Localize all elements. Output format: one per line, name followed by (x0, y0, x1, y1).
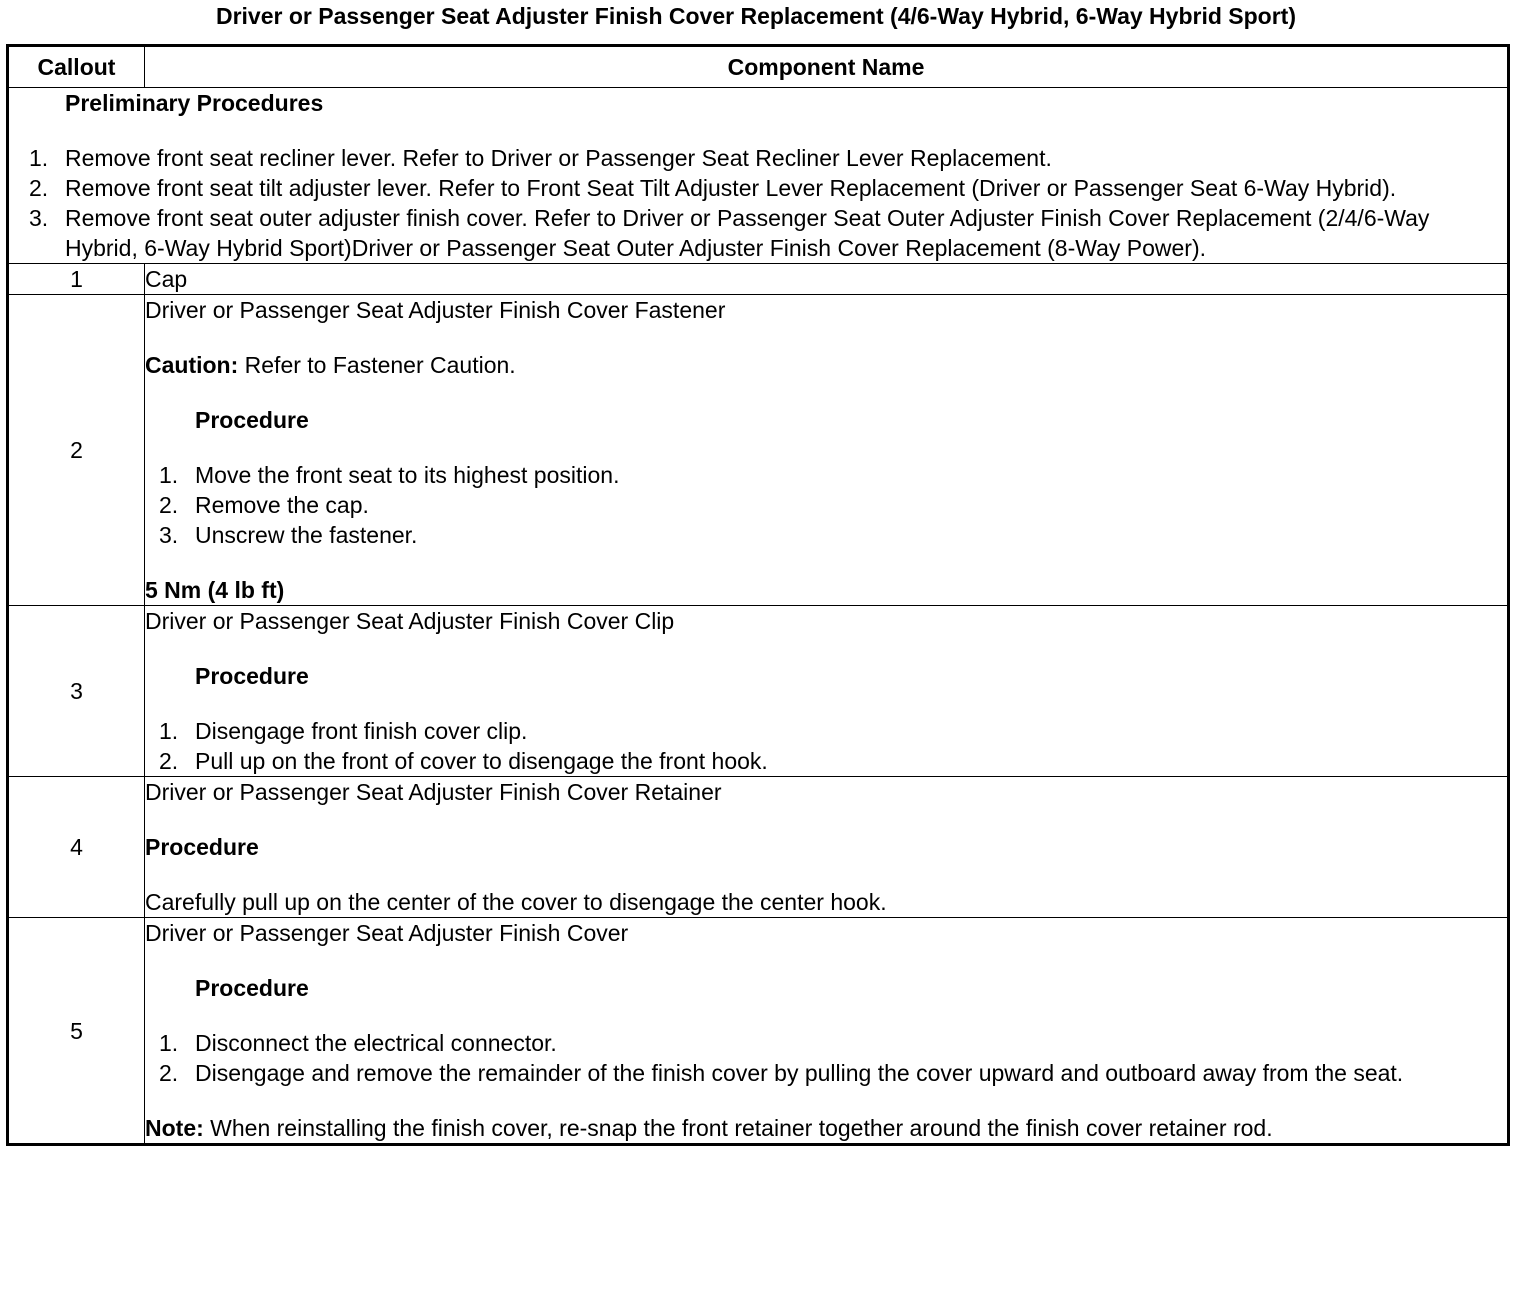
list-item: 2. Pull up on the front of cover to disengage the front hook. (159, 748, 768, 774)
procedure-steps (145, 1028, 1507, 1088)
table-row (8, 264, 1509, 295)
component-name: Driver or Passenger Seat Adjuster Finish Cover Fastener (145, 297, 726, 323)
component-cell (145, 918, 1509, 1145)
list-item: 3. Unscrew the fastener. (159, 522, 418, 548)
preliminary-steps (9, 143, 1507, 263)
callout-number: 5 (8, 918, 145, 1145)
list-item: 1. Remove front seat recliner lever. Refer to Driver or Passenger Seat Recliner Lever Replacement. (29, 145, 1052, 171)
preliminary-heading: Preliminary Procedures (65, 90, 324, 116)
procedure-heading: Procedure (195, 975, 309, 1001)
preliminary-procedures (8, 88, 1509, 264)
component-name: Driver or Passenger Seat Adjuster Finish Cover Retainer (145, 779, 722, 805)
callout-number: 1 (8, 264, 145, 295)
component-name-header: Component Name (145, 46, 1509, 88)
list-item: 1. Disengage front finish cover clip. (159, 718, 528, 744)
procedure-heading: Procedure (195, 407, 309, 433)
callout-number: 2 (8, 295, 145, 606)
procedure-heading: Procedure (195, 663, 309, 689)
procedure-heading: Procedure (145, 834, 259, 860)
table-row (8, 918, 1509, 1145)
list-item: 2. Remove front seat tilt adjuster lever. Refer to Front Seat Tilt Adjuster Lever Replacement (Driver or Passenger Seat 6-Way Hybrid). (29, 175, 1397, 201)
component-cell (145, 295, 1509, 606)
table-row (8, 606, 1509, 777)
list-item: 3. Remove front seat outer adjuster finish cover. Refer to Driver or Passenger Seat Outer Adjuster Finish Cover Replacement (2/4/6-Way Hybrid, 6-Way Hybrid Sport)Driver or Passenger Seat Outer Adjuster Finish Cover Replacement (8-Way Power). (29, 205, 1430, 261)
note-text: Note: When reinstalling the finish cover, re-snap the front retainer together around the finish cover retainer rod. (145, 1115, 1273, 1141)
list-item: 2. Remove the cap. (159, 492, 369, 518)
component-name: Cap (145, 264, 1509, 295)
list-item: 1. Move the front seat to its highest position. (159, 462, 620, 488)
component-cell (145, 777, 1509, 918)
procedure-text: Carefully pull up on the center of the cover to disengage the center hook. (145, 889, 887, 915)
procedure-steps (145, 716, 1507, 776)
callout-number: 3 (8, 606, 145, 777)
table-row (8, 295, 1509, 606)
table-row (8, 777, 1509, 918)
callout-header: Callout (8, 46, 145, 88)
component-cell (145, 606, 1509, 777)
callout-number: 4 (8, 777, 145, 918)
procedure-table (6, 44, 1510, 1146)
preliminary-row (8, 88, 1509, 264)
torque-spec: 5 Nm (4 lb ft) (145, 577, 285, 603)
caution-text: Caution: Refer to Fastener Caution. (145, 352, 516, 378)
table-header-row (8, 46, 1509, 88)
page-title: Driver or Passenger Seat Adjuster Finish Cover Replacement (4/6-Way Hybrid, 6-Way Hybrid Sport) (215, 3, 1296, 29)
list-item: 1. Disconnect the electrical connector. (159, 1030, 557, 1056)
component-name: Driver or Passenger Seat Adjuster Finish Cover Clip (145, 608, 675, 634)
procedure-steps (145, 460, 1507, 550)
list-item: 2. Disengage and remove the remainder of the finish cover by pulling the cover upward and outboard away from the seat. (159, 1060, 1404, 1086)
component-name: Driver or Passenger Seat Adjuster Finish Cover (145, 920, 629, 946)
